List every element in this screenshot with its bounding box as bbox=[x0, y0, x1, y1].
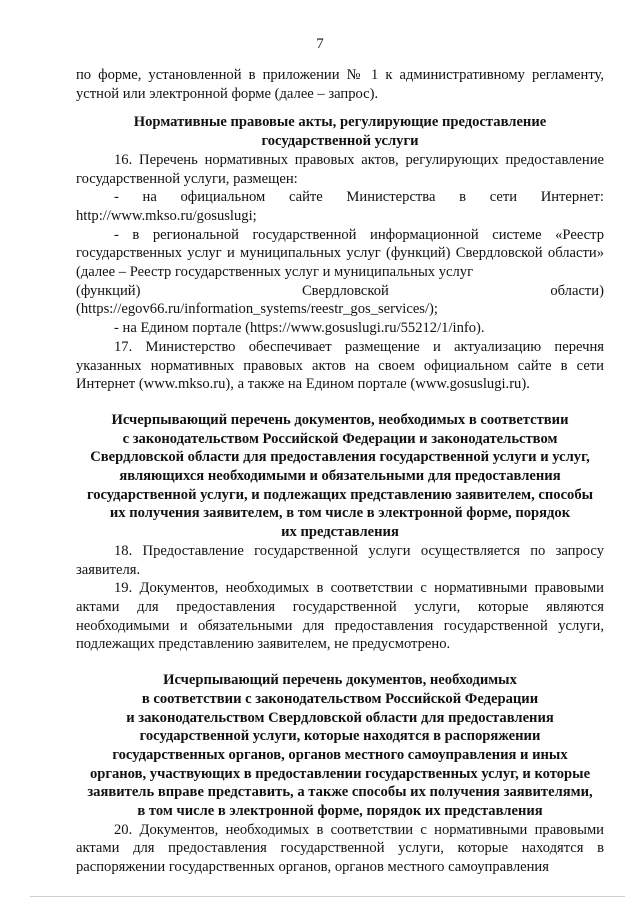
section3-heading-line: в том числе в электронной форме, порядок их представления bbox=[137, 803, 543, 820]
section2-heading-line: с законодательством Российской Федерации и законодательством bbox=[122, 430, 558, 447]
bullet-1-url: http://www.mkso.ru/gosuslugi; bbox=[76, 207, 257, 224]
section1-heading bbox=[76, 113, 604, 150]
section3-heading-line: в соответствии с законодательством Российской Федерации bbox=[141, 690, 539, 707]
section3-heading-line: органов, участвующих в предоставлении государственных услуг, и которые bbox=[89, 765, 591, 782]
paragraph-20: 20. Документов, необходимых в соответствии с нормативными правовыми актами для предоставления государственной услуги, которые находятся в распоряжении государственных органов, органов местного самоуправления bbox=[76, 821, 604, 876]
paragraph-18: 18. Предоставление государственной услуги осуществляется по запросу заявителя. bbox=[76, 542, 604, 578]
section2-heading bbox=[76, 411, 604, 542]
section2-heading-line: их получения заявителем, в том числе в электронной форме, порядок bbox=[109, 505, 571, 522]
paragraph-17: 17. Министерство обеспечивает размещение и актуализацию перечня указанных нормативных правовых актов на своем официальном сайте в сети Интернет (www.mkso.ru), а также на Едином портале (www.gosuslugi.ru). bbox=[76, 338, 604, 393]
section2-heading-line: являющихся необходимыми и обязательными для предоставления bbox=[119, 468, 561, 485]
bullet-1-first-line: - на официальном сайте Министерства в сети Интернет: bbox=[114, 189, 604, 206]
section3-heading-line: и законодательством Свердловской области для предоставления bbox=[126, 709, 554, 726]
section3-heading-line: заявитель вправе представить, а также способы их получения заявителями, bbox=[87, 784, 593, 801]
bullet-2-text: - в региональной государственной информационной системе «Реестр государственных услуг и муниципальных услуг (функций) Свердловской области» (далее – Реестр государственных услуг и муниципальных услуг bbox=[76, 226, 604, 281]
section2-heading-line: Исчерпывающий перечень документов, необходимых в соответствии bbox=[111, 411, 569, 428]
section2-heading-line: Свердловской области для предоставления государственной услуги и услуг, bbox=[90, 449, 590, 466]
page-number: 7 bbox=[316, 36, 324, 52]
bullet-2-url: (https://egov66.ru/information_systems/reestr_gos_services/); bbox=[76, 301, 438, 318]
intro-paragraph: по форме, установленной в приложении № 1 к административному регламенту, устной или электронной форме (далее – запрос). bbox=[76, 67, 604, 102]
paragraph-19: 19. Документов, необходимых в соответствии с нормативными правовыми актами для предоставления государственной услуги, которые являются необходимыми и обязательными для предоставления государственной услуги, подлежащих представлению заявителем, не предусмотрено. bbox=[76, 580, 604, 653]
section1-heading-line: государственной услуги bbox=[261, 133, 419, 150]
section2-heading-line: их представления bbox=[281, 524, 399, 541]
section2-heading-line: государственной услуги, и подлежащих представлению заявителем, способы bbox=[86, 486, 594, 503]
scan-edge-line bbox=[30, 896, 625, 897]
section3-heading-line: государственной услуги, которые находятся в распоряжении bbox=[139, 728, 541, 745]
paragraph-16: 16. Перечень нормативных правовых актов, регулирующих предоставление государственной услуги, размещен: bbox=[76, 151, 604, 187]
section3-heading-line: Исчерпывающий перечень документов, необходимых bbox=[163, 672, 517, 689]
bullet-3: - на Едином портале (https://www.gosuslugi.ru/55212/1/info). bbox=[114, 320, 485, 337]
bullet-2-justified-line: (функций) Свердловской области) bbox=[76, 282, 604, 299]
section3-heading-line: государственных органов, органов местного самоуправления и иных bbox=[112, 746, 568, 763]
page-body bbox=[76, 66, 604, 877]
section1-heading-line: Нормативные правовые акты, регулирующие предоставление bbox=[133, 114, 547, 131]
section3-heading bbox=[76, 671, 604, 821]
